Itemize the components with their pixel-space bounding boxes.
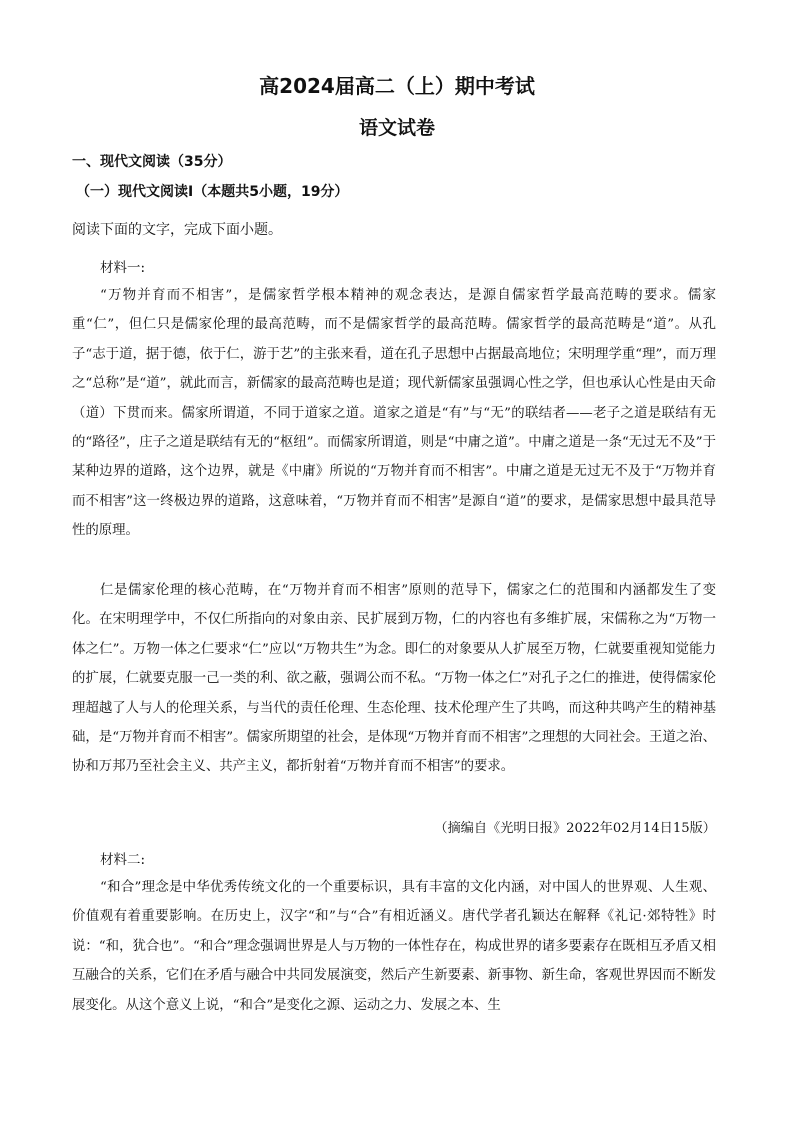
- material-one-paragraph-2: 仁是儒家伦理的核心范畴，在“万物并育而不相害”原则的范导下，儒家之仁的范围和内涵都发生了变化。在宋明理学中，不仅仁所指向的对象由亲、民扩展到万物，仁的内容也有多维扩展，宋儒称之为“万物一体之仁”。万物一体之仁要求“仁”应以“万物共生”为念。即仁的对象要从人扩展至万物，仁就要重视知觉能力的扩展，仁就要克服一己一类的利、欲之蔽，强调公而不私。“万物一体之仁”对孔子之仁的推进，使得儒家伦理超越了人与人的伦理关系，与当代的责任伦理、生态伦理、技术伦理产生了共鸣，而这种共鸣产生的精神基础，是“万物并育而不相害”。儒家所期望的社会，是体现“万物并育而不相害”之理想的大同社会。王道之治、协和万邦乃至社会主义、共产主义，都折射着“万物并育而不相害”的要求。: [72, 583, 716, 775]
- reading-instruction: 阅读下面的文字，完成下面小题。: [72, 222, 282, 238]
- material-two-paragraph-1: “和合”理念是中华优秀传统文化的一个重要标识，具有丰富的文化内涵，对中国人的世界观、人生观、价值观有着重要影响。在历史上，汉字“和”与“合”有相近涵义。唐代学者孔颖达在解释《礼记·郊特牲》时说：“和，犹合也”。“和合”理念强调世界是人与万物的一体性存在，构成世界的诸多要素存在既相互矛盾又相互融合的关系，它们在矛盾与融合中共同发展演变，然后产生新要素、新事物、新生命，客观世界因而不断发展变化。从这个意义上说，“和合”是变化之源、运动之力、发展之本、生: [72, 880, 716, 1013]
- section-subheading: （一）现代文阅读Ⅰ（本题共5小题，19分）: [76, 184, 349, 200]
- material-one-label: 材料一:: [100, 260, 146, 276]
- material-one-source: （摘编自《光明日报》2022年02月14日15版）: [434, 821, 716, 836]
- material-one-paragraph-1: “万物并育而不相害”，是儒家哲学根本精神的观念表达，是源自儒家哲学最高范畴的要求。儒家重“仁”，但仁只是儒家伦理的最高范畴，而不是儒家哲学的最高范畴。儒家哲学的最高范畴是“道”。从孔子“志于道，据于德，依于仁，游于艺”的主张来看，道在孔子思想中占据最高地位；宋明理学重“理”，而万理之“总称”是“道”，就此而言，新儒家的最高范畴也是道；现代新儒家虽强调心性之学，但也承认心性是由天命（道）下贯而来。儒家所谓道，不同于道家之道。道家之道是“有”与“无”的联结者——老子之道是联结有无的“路径”，庄子之道是联结有无的“枢纽”。而儒家所谓道，则是“中庸之道”。中庸之道是一条“无过无不及”于某种边界的道路，这个边界，就是《中庸》所说的“万物并育而不相害”。中庸之道是无过无不及于“万物并育而不相害”这一终极边界的道路，这意味着，“万物并育而不相害”是源自“道”的要求，是儒家思想中最具范导性的原理。: [72, 288, 716, 539]
- material-two-label: 材料二:: [100, 852, 146, 868]
- exam-subtitle: 语文试卷: [358, 117, 435, 139]
- exam-title: 高2024届高二（上）期中考试: [259, 74, 535, 98]
- section-heading: 一、现代文阅读（35分）: [72, 154, 232, 170]
